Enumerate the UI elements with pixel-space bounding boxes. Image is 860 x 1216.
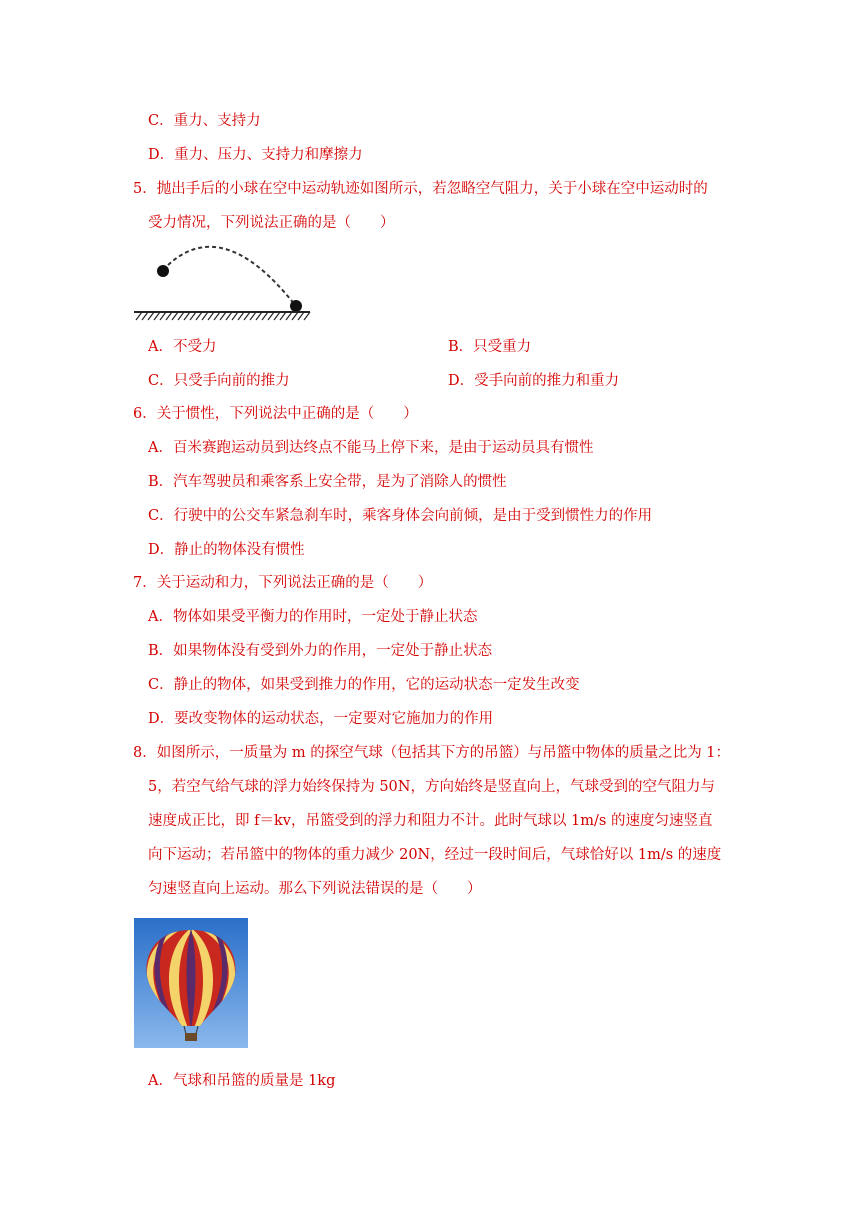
q8-stem-line5: 匀速竖直向上运动。那么下列说法错误的是（ ） <box>148 881 482 897</box>
q7-stem: 7．关于运动和力，下列说法正确的是（ ） <box>133 575 433 591</box>
q6-option-c: C．行驶中的公交车紧急刹车时，乘客身体会向前倾，是由于受到惯性力的作用 <box>148 508 653 524</box>
ground-hatching <box>136 312 310 320</box>
q5-option-c: C．只受手向前的推力 <box>148 373 290 389</box>
q7-option-b: B．如果物体没有受到外力的作用，一定处于静止状态 <box>148 643 493 659</box>
q6-stem: 6．关于惯性，下列说法中正确的是（ ） <box>133 406 418 422</box>
q5-option-b: B．只受重力 <box>448 339 532 355</box>
q8-option-a: A．气球和吊篮的质量是 1kg <box>148 1073 336 1089</box>
q7-option-d: D．要改变物体的运动状态，一定要对它施加力的作用 <box>148 711 494 727</box>
option-c-prev: C．重力、支持力 <box>148 113 261 129</box>
q5-option-a: A．不受力 <box>148 339 217 355</box>
hot-air-balloon-image <box>134 918 248 1048</box>
q6-option-d: D．静止的物体没有惯性 <box>148 542 305 558</box>
option-d-prev: D．重力、压力、支持力和摩擦力 <box>148 147 363 163</box>
q8-stem-line1: 8．如图所示，一质量为 m 的探空气球（包括其下方的吊篮）与吊篮中物体的质量之比为 1： <box>133 745 731 761</box>
q8-stem-line4: 向下运动；若吊篮中的物体的重力减少 20N，经过一段时间后，气球恰好以 1m/s 的速度 <box>148 847 722 863</box>
q7-option-c: C．静止的物体，如果受到推力的作用，它的运动状态一定发生改变 <box>148 677 580 693</box>
q7-option-a: A．物体如果受平衡力的作用时，一定处于静止状态 <box>148 609 478 625</box>
q8-stem-line2: 5，若空气给气球的浮力始终保持为 50N，方向始终是竖直向上，气球受到的空气阻力与 <box>148 779 715 795</box>
q6-option-a: A．百米赛跑运动员到达终点不能马上停下来，是由于运动员具有惯性 <box>148 440 594 456</box>
ball-trajectory-figure <box>130 240 315 325</box>
balloon-basket <box>185 1033 197 1041</box>
q6-option-b: B．汽车驾驶员和乘客系上安全带，是为了消除人的惯性 <box>148 474 507 490</box>
q5-stem-line2: 受力情况，下列说法正确的是（ ） <box>148 215 395 231</box>
ball-start <box>157 265 169 277</box>
q5-option-d: D．受手向前的推力和重力 <box>448 373 620 389</box>
ball-end <box>290 300 302 312</box>
q8-stem-line3: 速度成正比，即 f＝kv，吊篮受到的浮力和阻力不计。此时气球以 1m/s 的速度匀速竖直 <box>148 813 713 829</box>
trajectory-dashed-curve <box>163 247 295 305</box>
q5-stem-line1: 5．抛出手后的小球在空中运动轨迹如图所示，若忽略空气阻力，关于小球在空中运动时的 <box>133 181 708 197</box>
